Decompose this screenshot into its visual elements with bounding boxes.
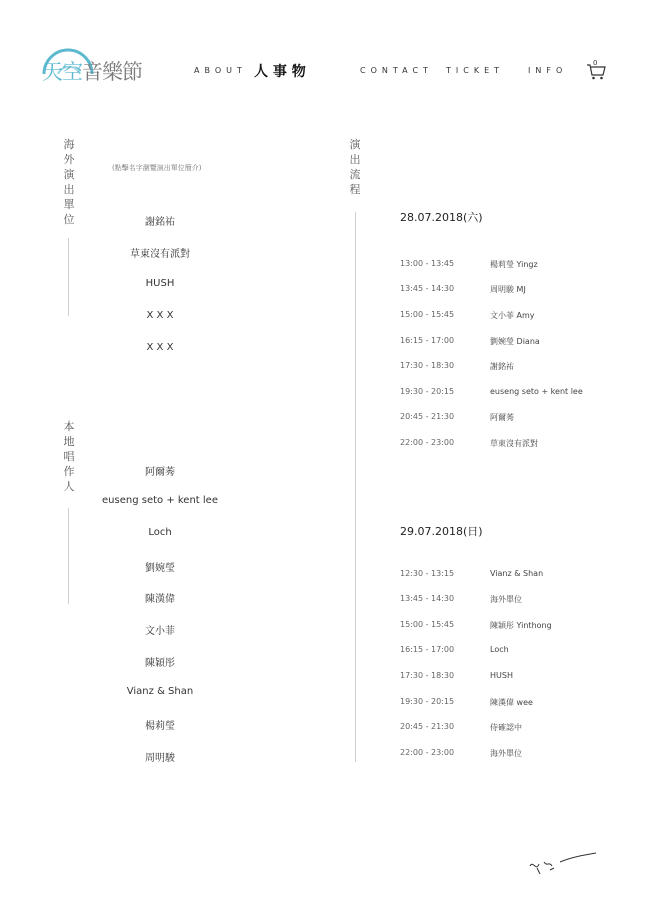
logo-text [42, 56, 142, 86]
slot-time: 22:00 - 23:00 [400, 748, 455, 757]
logo-text-accent: 天空 [42, 60, 82, 84]
slot-time: 22:00 - 23:00 [400, 438, 455, 447]
artist-link[interactable]: 楊莉瑩 [145, 721, 175, 732]
artist-link[interactable]: 陳漢偉 [145, 594, 175, 605]
slot-time: 15:00 - 15:45 [400, 620, 455, 629]
hint-text: (點擊名字瀏覽演出單位簡介) [112, 164, 202, 172]
nav-info[interactable]: INFO [528, 66, 568, 75]
schedule-section-label: 演出流程 [349, 138, 361, 196]
schedule-date: 28.07.2018(六) [400, 211, 483, 224]
slot-artist[interactable]: 草東沒有派對 [490, 439, 538, 448]
slot-artist[interactable]: 楊莉瑩 Yingz [490, 260, 538, 269]
slot-time: 12:30 - 13:15 [400, 569, 455, 578]
cart-count: 0 [593, 59, 598, 67]
slot-artist[interactable]: 謝銘祐 [490, 362, 514, 371]
slot-artist[interactable]: 周明駿 MJ [490, 285, 526, 294]
schedule-divider [355, 212, 356, 762]
slot-time: 13:45 - 14:30 [400, 594, 455, 603]
artist-link[interactable]: euseng seto + kent lee [102, 495, 218, 506]
artist-link[interactable]: 劉婉瑩 [145, 563, 175, 574]
nav-ticket[interactable]: TICKET [446, 66, 505, 75]
artist-link[interactable]: Loch [148, 527, 172, 538]
slot-artist[interactable]: 劉婉瑩 Diana [490, 337, 540, 346]
artist-link[interactable]: 陳穎彤 [145, 658, 175, 669]
artist-link[interactable]: 文小菲 [145, 626, 175, 637]
slot-artist[interactable]: Vianz & Shan [490, 569, 544, 578]
slot-time: 13:00 - 13:45 [400, 259, 455, 268]
slot-time: 19:30 - 20:15 [400, 697, 455, 706]
slot-artist[interactable]: HUSH [490, 671, 513, 680]
slot-artist[interactable]: 阿爾莠 [490, 413, 514, 422]
slot-artist[interactable]: 海外單位 [490, 595, 522, 604]
slot-artist[interactable]: 文小菲 Amy [490, 311, 535, 320]
slot-artist[interactable]: Loch [490, 645, 509, 654]
slot-time: 20:45 - 21:30 [400, 412, 455, 421]
local-section-label: 本地唱作人 [63, 420, 75, 493]
slot-time: 16:15 - 17:00 [400, 645, 455, 654]
main-nav [190, 59, 610, 86]
logo-text-main: 音樂節 [82, 60, 142, 84]
slot-time: 19:30 - 20:15 [400, 387, 455, 396]
artist-link[interactable]: 周明駿 [145, 753, 175, 764]
nav-people[interactable]: 人 事 物 [254, 64, 306, 80]
artist-link[interactable]: 謝銘祐 [145, 217, 175, 228]
overseas-section-label: 海外演出單位 [63, 138, 75, 226]
slot-artist[interactable]: 侍確認中 [490, 723, 522, 732]
slot-artist[interactable]: 陳漢偉 wee [490, 698, 533, 707]
schedule-date: 29.07.2018(日) [400, 525, 483, 538]
slot-time: 16:15 - 17:00 [400, 336, 455, 345]
slot-time: 20:45 - 21:30 [400, 722, 455, 731]
artist-link[interactable]: X X X [146, 310, 174, 321]
slot-artist[interactable]: 陳穎彤 Yinthong [490, 621, 552, 630]
slot-time: 17:30 - 18:30 [400, 671, 455, 680]
artist-link[interactable]: Vianz & Shan [126, 686, 194, 697]
artist-link[interactable]: 阿爾莠 [145, 467, 175, 478]
slot-time: 15:00 - 15:45 [400, 310, 455, 319]
nav-contact[interactable]: CONTACT [360, 66, 433, 75]
slot-time: 17:30 - 18:30 [400, 361, 455, 370]
artist-link[interactable]: X X X [146, 342, 174, 353]
slot-artist[interactable]: euseng seto + kent lee [490, 387, 583, 396]
slot-artist[interactable]: 海外單位 [490, 749, 522, 758]
nav-about[interactable]: ABOUT [194, 66, 247, 75]
artist-link[interactable]: HUSH [145, 278, 175, 289]
logo[interactable] [40, 44, 150, 86]
signature-icon [528, 848, 598, 878]
slot-time: 13:45 - 14:30 [400, 284, 455, 293]
artist-link[interactable]: 草東沒有派對 [130, 249, 190, 260]
